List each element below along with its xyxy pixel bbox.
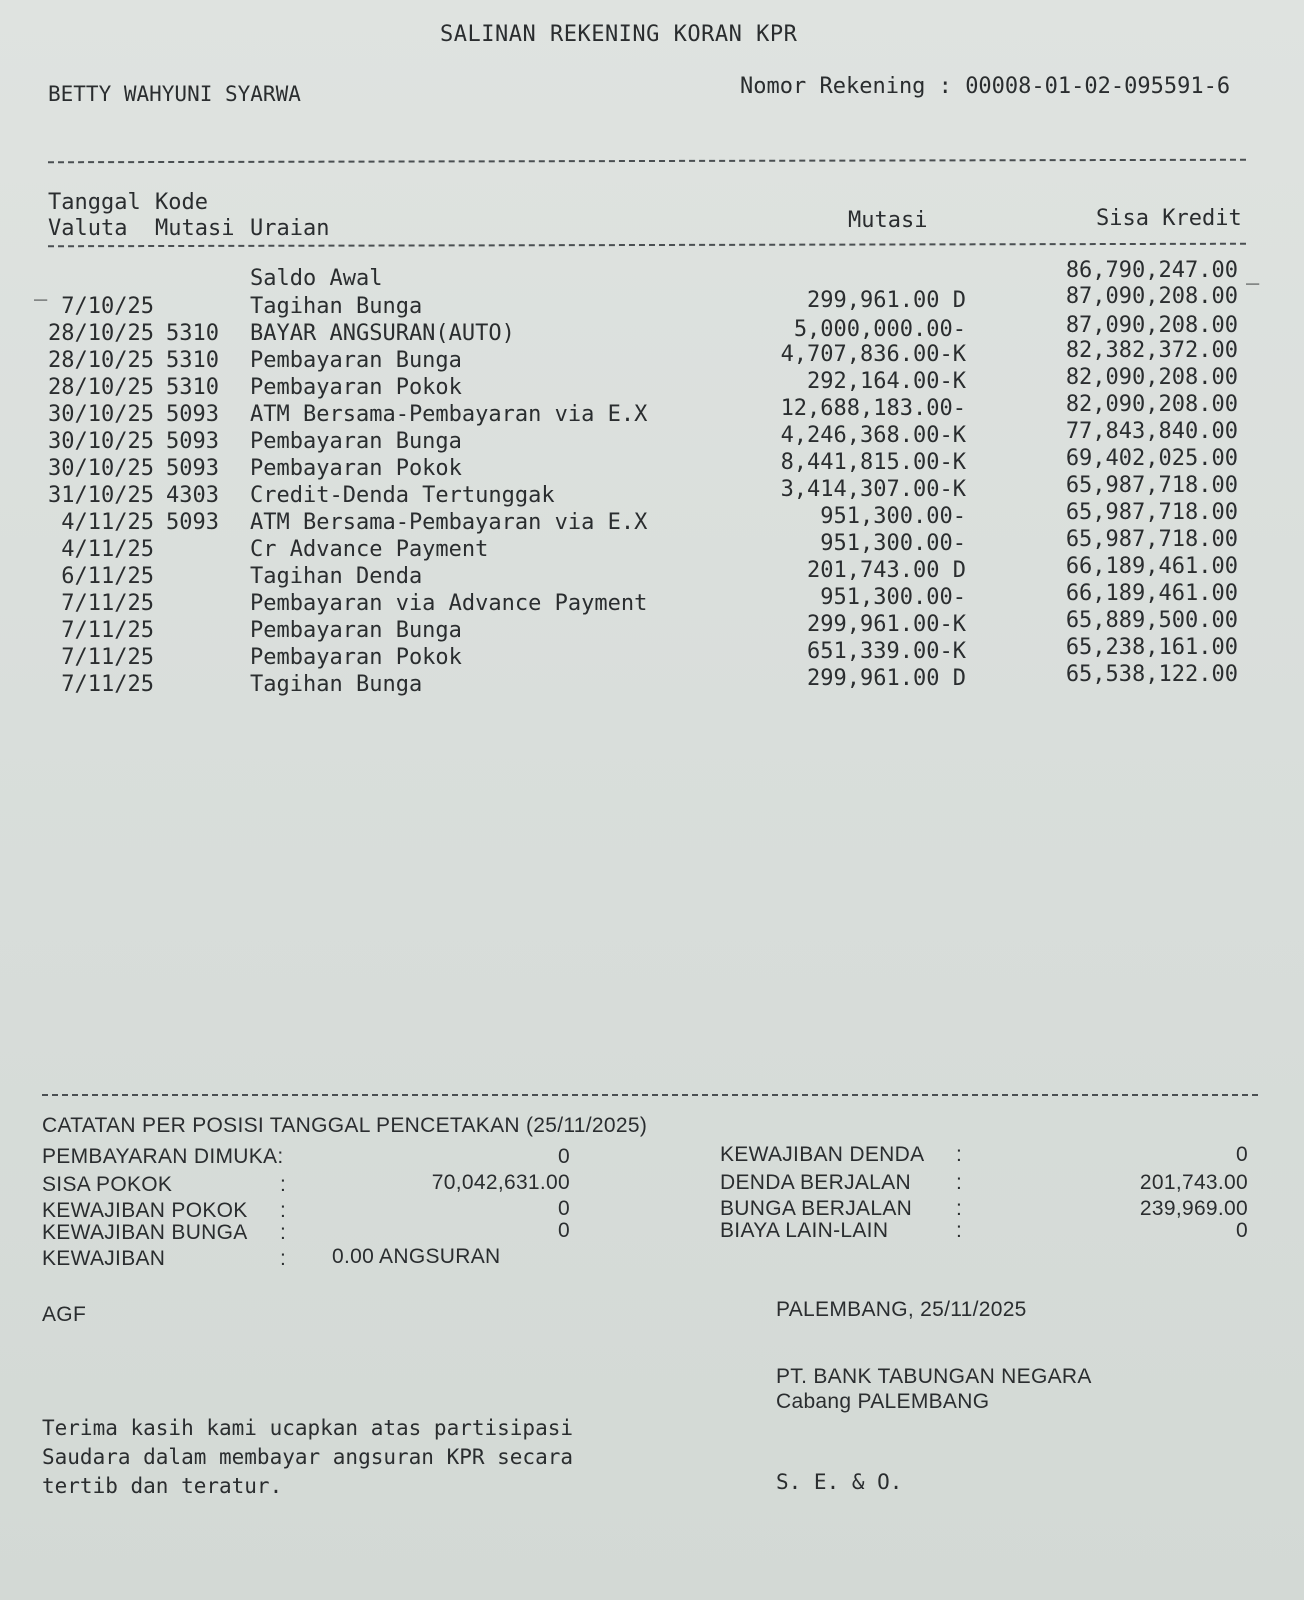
summary-label: PEMBAYARAN DIMUKA: [42, 1145, 284, 1168]
summary-label: SISA POKOK [42, 1173, 173, 1196]
row-sisa: 82,382,372.00 [1065, 338, 1238, 363]
row-mutasi: 951,300.00- [820, 504, 966, 529]
row-code: 5093 [166, 510, 219, 535]
row-sisa: 65,987,718.00 [1065, 527, 1238, 552]
col-mutasi: Mutasi [848, 208, 928, 233]
place-date: PALEMBANG, 25/11/2025 [776, 1298, 1027, 1321]
row-mutasi: 292,164.00-K [807, 369, 966, 394]
row-sisa: 66,189,461.00 [1065, 581, 1238, 606]
summary-colon: : [280, 1247, 287, 1270]
summary-value: 0 [1236, 1219, 1248, 1242]
row-sisa: 66,189,461.00 [1065, 554, 1238, 579]
row-desc: Credit-Denda Tertunggak [250, 483, 555, 508]
row-date: 7/11/25 [61, 645, 154, 670]
row-desc: Pembayaran Pokok [250, 375, 462, 400]
row-mutasi: 8,441,815.00-K [780, 450, 966, 475]
row-mutasi: 4,246,368.00-K [780, 423, 966, 448]
summary-colon: : [280, 1199, 287, 1222]
row-sisa: 69,402,025.00 [1065, 446, 1238, 471]
row-mutasi: 651,339.00-K [807, 639, 966, 664]
bank-name: PT. BANK TABUNGAN NEGARA [776, 1365, 1092, 1388]
thanks-line-2: Saudara dalam membayar angsuran KPR secara [42, 1445, 574, 1469]
summary-colon: : [280, 1221, 287, 1244]
row-desc: ATM Bersama-Pembayaran via E.X [250, 402, 648, 427]
divider-summary [42, 1094, 1258, 1096]
page-mark-right: _ [1246, 260, 1260, 285]
row-date: 31/10/25 [48, 483, 154, 508]
summary-value: 0 [1236, 1143, 1248, 1166]
operator-code: AGF [42, 1303, 87, 1326]
summary-heading: CATATAN PER POSISI TANGGAL PENCETAKAN (25/11/2025) [42, 1114, 648, 1137]
row-mutasi: 951,300.00- [820, 531, 966, 556]
row-desc: Pembayaran Pokok [250, 645, 462, 670]
row-code: 5093 [166, 429, 219, 454]
summary-label: BUNGA BERJALAN [720, 1197, 913, 1220]
row-date: 6/11/25 [61, 564, 154, 589]
row-desc: BAYAR ANGSURAN(AUTO) [250, 321, 515, 346]
col-mutasi-code: Mutasi [155, 216, 235, 241]
table-row [0, 662, 1304, 699]
summary-colon: : [956, 1219, 963, 1242]
col-uraian: Uraian [250, 216, 330, 241]
opening-desc: Saldo Awal [250, 266, 383, 291]
summary-colon: : [956, 1143, 963, 1166]
summary-label: KEWAJIBAN [42, 1247, 166, 1270]
row-sisa: 77,843,840.00 [1065, 419, 1238, 444]
summary-value: 0 [558, 1219, 570, 1242]
row-desc: Cr Advance Payment [250, 537, 489, 562]
branch-name: Cabang PALEMBANG [776, 1390, 990, 1413]
row-mutasi: 5,000,000.00- [793, 317, 966, 342]
divider-header [48, 243, 1246, 248]
row-desc: Pembayaran Bunga [250, 429, 462, 454]
row-code: 4303 [166, 483, 219, 508]
row-desc: Tagihan Bunga [250, 672, 423, 697]
summary-colon: : [956, 1171, 963, 1194]
account-number: 00008-01-02-095591-6 [965, 74, 1231, 99]
row-date: 30/10/25 [48, 456, 154, 481]
row-code: 5310 [166, 375, 219, 400]
opening-sisa: 86,790,247.00 [1065, 258, 1238, 283]
row-date: 7/11/25 [61, 618, 154, 643]
row-date: 7/11/25 [61, 672, 154, 697]
page-mark-left: _ [34, 276, 48, 301]
row-desc: ATM Bersama-Pembayaran via E.X [250, 510, 648, 535]
row-mutasi: 299,961.00-K [807, 612, 966, 637]
row-date: 7/11/25 [61, 591, 154, 616]
row-desc: Pembayaran via Advance Payment [250, 591, 648, 616]
row-sisa: 65,238,161.00 [1065, 635, 1238, 660]
summary-value: 0 [558, 1197, 570, 1220]
row-desc: Tagihan Bunga [250, 294, 423, 319]
summary-value: 0 [558, 1145, 570, 1168]
summary-value: 239,969.00 [1139, 1197, 1248, 1220]
row-date: 28/10/25 [48, 348, 154, 373]
summary-colon: : [280, 1173, 287, 1196]
summary-value: 70,042,631.00 [431, 1171, 570, 1194]
document-title: SALINAN REKENING KORAN KPR [440, 22, 798, 47]
row-sisa: 65,538,122.00 [1065, 662, 1238, 687]
row-mutasi: 299,961.00 D [807, 288, 966, 313]
errors-omissions: S. E. & O. [776, 1470, 903, 1494]
col-valuta: Valuta [48, 216, 128, 241]
row-date: 7/10/25 [61, 294, 154, 319]
summary-colon: : [956, 1197, 963, 1220]
row-mutasi: 12,688,183.00- [780, 396, 966, 421]
row-code: 5310 [166, 348, 219, 373]
col-sisa-kredit: Sisa Kredit [1096, 206, 1242, 231]
summary-label: BIAYA LAIN-LAIN [720, 1219, 889, 1242]
row-mutasi: 951,300.00- [820, 585, 966, 610]
row-date: 30/10/25 [48, 402, 154, 427]
summary-value: 0.00 ANGSURAN [332, 1245, 501, 1268]
row-desc: Pembayaran Bunga [250, 348, 462, 373]
row-sisa: 87,090,208.00 [1065, 284, 1238, 309]
row-sisa: 87,090,208.00 [1065, 313, 1238, 338]
row-mutasi: 4,707,836.00-K [780, 342, 966, 367]
row-sisa: 65,987,718.00 [1065, 473, 1238, 498]
row-date: 4/11/25 [61, 510, 154, 535]
summary-label: KEWAJIBAN BUNGA [42, 1221, 248, 1244]
summary-label: KEWAJIBAN POKOK [42, 1199, 248, 1222]
row-mutasi: 3,414,307.00-K [780, 477, 966, 502]
row-mutasi: 299,961.00 D [807, 666, 966, 691]
row-sisa: 82,090,208.00 [1065, 392, 1238, 417]
row-desc: Pembayaran Bunga [250, 618, 462, 643]
divider-top [48, 159, 1246, 164]
row-desc: Tagihan Denda [250, 564, 423, 589]
row-sisa: 82,090,208.00 [1065, 365, 1238, 390]
row-sisa: 65,889,500.00 [1065, 608, 1238, 633]
col-tanggal: Tanggal [48, 190, 141, 215]
row-date: 30/10/25 [48, 429, 154, 454]
row-desc: Pembayaran Pokok [250, 456, 462, 481]
col-kode: Kode [155, 190, 208, 215]
account-label: Nomor Rekening [740, 74, 926, 99]
summary-value: 201,743.00 [1139, 1171, 1248, 1194]
row-mutasi: 201,743.00 D [807, 558, 966, 583]
row-code: 5093 [166, 402, 219, 427]
summary-label: KEWAJIBAN DENDA [720, 1143, 925, 1166]
row-code: 5093 [166, 456, 219, 481]
thanks-line-3: tertib dan teratur. [42, 1474, 283, 1498]
row-date: 28/10/25 [48, 375, 154, 400]
row-sisa: 65,987,718.00 [1065, 500, 1238, 525]
account-number-line: Nomor Rekening : 00008-01-02-095591-6 [740, 74, 1231, 99]
row-date: 4/11/25 [61, 537, 154, 562]
row-code: 5310 [166, 321, 219, 346]
customer-name: BETTY WAHYUNI SYARWA [48, 82, 301, 106]
summary-label: DENDA BERJALAN [720, 1171, 911, 1194]
row-date: 28/10/25 [48, 321, 154, 346]
thanks-line-1: Terima kasih kami ucapkan atas partisipasi [42, 1416, 574, 1440]
